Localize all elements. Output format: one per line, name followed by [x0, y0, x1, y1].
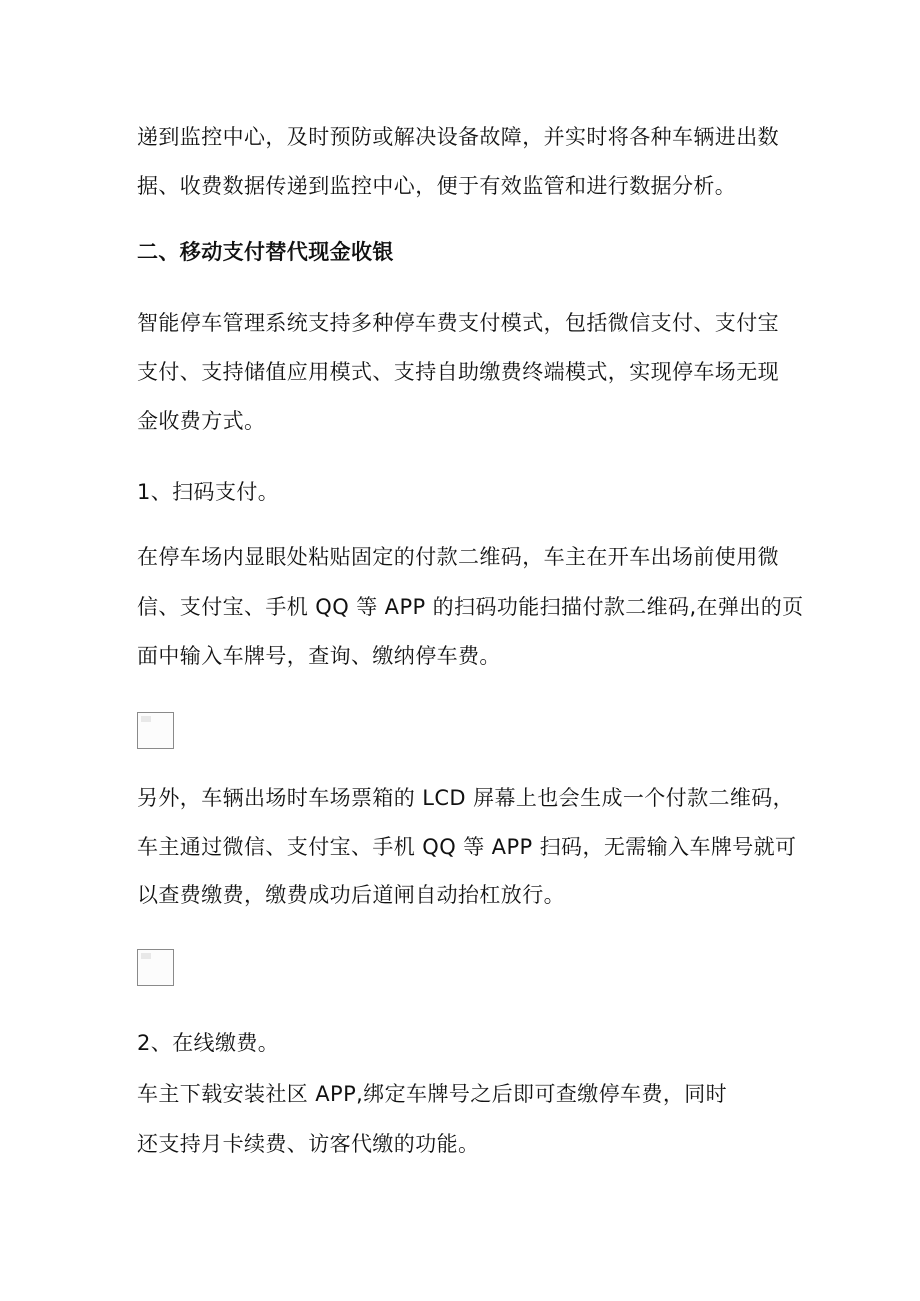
- section-heading-2: 二、移动支付替代现金收银: [137, 240, 394, 264]
- paragraph-4-line-1: 另外，车辆出场时车场票箱的 LCD 屏幕上也会生成一个付款二维码，: [137, 786, 795, 810]
- image-placeholder-2: [137, 949, 174, 986]
- paragraph-2-line-2: 支付、支持储值应用模式、支持自助缴费终端模式，实现停车场无现: [137, 360, 779, 384]
- image-placeholder-1: [137, 712, 174, 749]
- subheading-1: 1、扫码支付。: [137, 480, 280, 504]
- paragraph-3-line-3: 面中输入车牌号，查询、缴纳停车费。: [137, 644, 501, 668]
- paragraph-5-line-2: 还支持月卡续费、访客代缴的功能。: [137, 1132, 480, 1156]
- paragraph-2-line-1: 智能停车管理系统支持多种停车费支付模式，包括微信支付、支付宝: [137, 311, 779, 335]
- subheading-2: 2、在线缴费。: [137, 1031, 280, 1055]
- paragraph-1-line-1: 递到监控中心，及时预防或解决设备故障，并实时将各种车辆进出数: [137, 125, 779, 149]
- paragraph-4-line-3: 以查费缴费，缴费成功后道闸自动抬杠放行。: [137, 883, 565, 907]
- paragraph-4-line-2: 车主通过微信、支付宝、手机 QQ 等 APP 扫码，无需输入车牌号就可: [137, 835, 797, 859]
- paragraph-1-line-2: 据、收费数据传递到监控中心，便于有效监管和进行数据分析。: [137, 174, 737, 198]
- paragraph-3-line-2: 信、支付宝、手机 QQ 等 APP 的扫码功能扫描付款二维码,在弹出的页: [137, 595, 804, 619]
- paragraph-2-line-3: 金收费方式。: [137, 409, 266, 433]
- paragraph-3-line-1: 在停车场内显眼处粘贴固定的付款二维码，车主在开车出场前使用微: [137, 545, 779, 569]
- paragraph-5-line-1: 车主下载安装社区 APP,绑定车牌号之后即可查缴停车费，同时: [137, 1082, 728, 1106]
